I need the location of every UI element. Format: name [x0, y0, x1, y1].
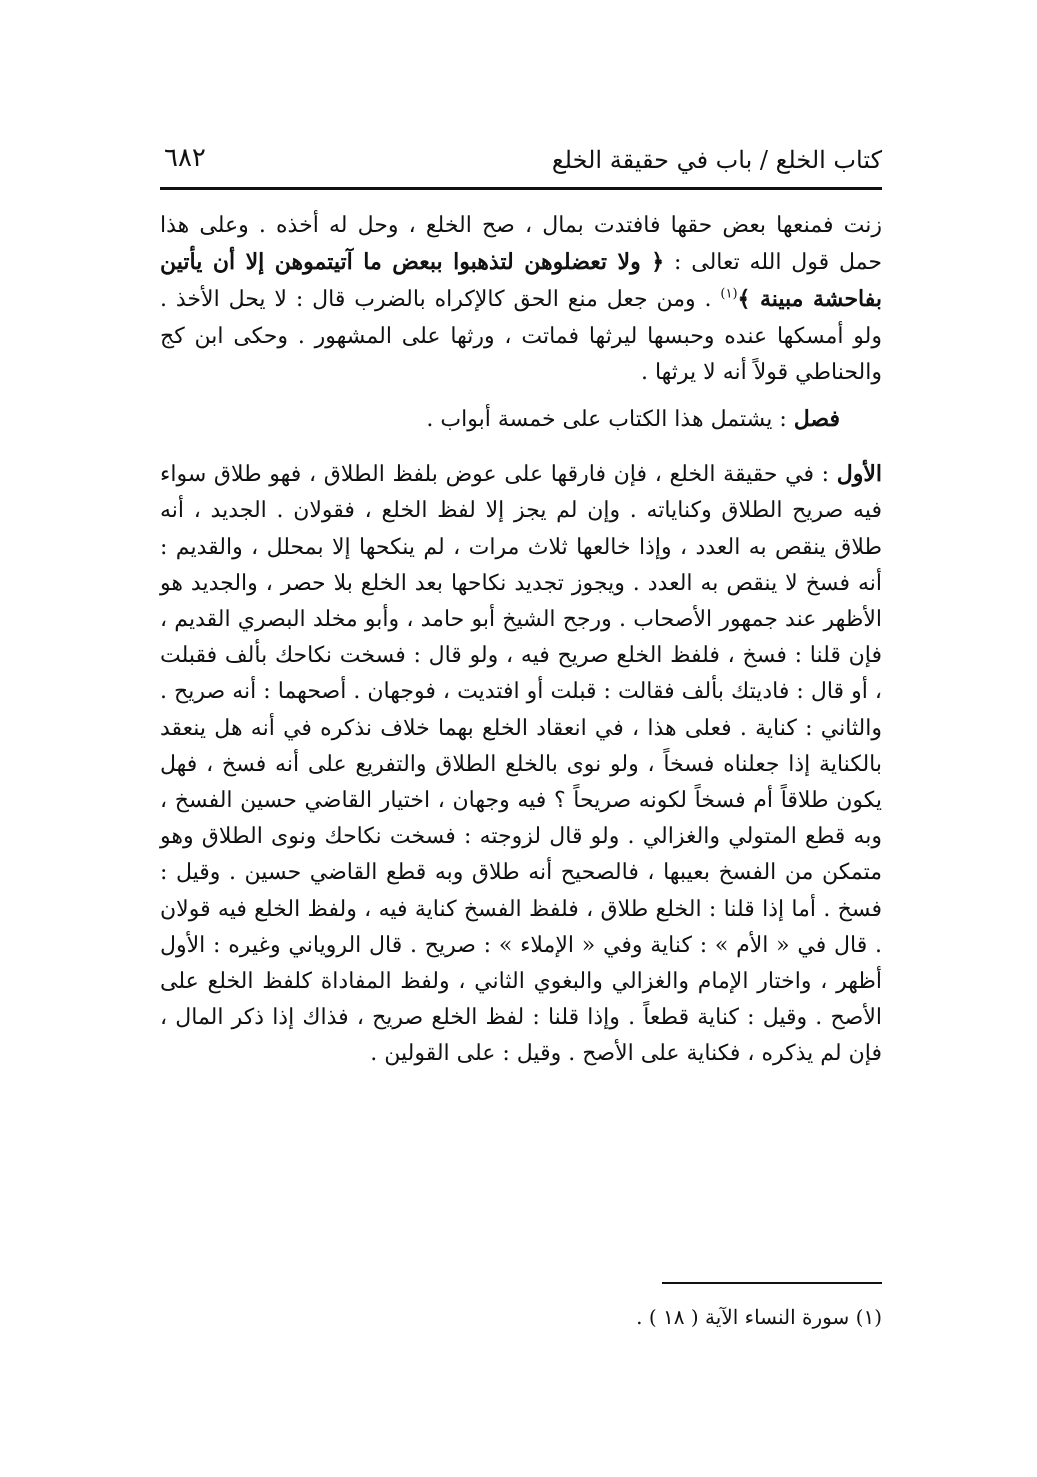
paragraph-3: [160, 456, 882, 1072]
header-rule: [160, 187, 882, 190]
paragraph-1: [160, 208, 882, 391]
footnote: (١) سورة النساء الآية ( ١٨ ) .: [636, 1305, 882, 1329]
paragraph-1-text-b: . ومن جعل منع الحق كالإكراه بالضرب قال : لا يحل الأخذ . ولو أمسكها عنده وحبسها ليرثها فماتت ، ورثها على المشهور . وحكى ابن كج والحناطي قولاً أنه لا يرثها .: [160, 287, 882, 385]
section-heading-lead: فصل: [793, 406, 840, 433]
page-number: ٦٨٢: [164, 143, 206, 173]
section-heading: [160, 401, 882, 438]
paragraph-1-text-a: زنت فمنعها بعض حقها فافتدت بمال ، صح الخلع ، وحل له أخذه . وعلى هذا حمل قول الله تعالى :: [160, 213, 882, 276]
main-text: [160, 208, 882, 1073]
running-header: [160, 141, 882, 189]
footnote-reference: (١): [720, 287, 738, 303]
paragraph-3-text: : في حقيقة الخلع ، فإن فارقها على عوض بلفظ الطلاق ، فهو طلاق سواء فيه صريح الطلاق وكناياته . وإن لم يجز إلا لفظ الخلع ، فقولان . الجديد ، أنه طلاق ينقص به العدد ، وإذا خالعها ثلاث مرات ، لم ينكحها إلا بمحلل ، والقديم : أنه فسخ لا ينقص به العدد . ويجوز تجديد نكاحها بعد الخلع بلا حصر ، والجديد هو الأظهر عند جمهور الأصحاب . ورجح الشيخ أبو حامد ، وأبو مخلد البصري القديم ، فإن قلنا : فسخ ، فلفظ الخلع صريح فيه ، ولو قال : فسخت نكاحك بألف فقبلت ، أو قال : فاديتك بألف فقالت : قبلت أو افتديت ، فوجهان . أصحهما : أنه صريح . والثاني : كناية . فعلى هذا ، في انعقاد الخلع بهما خلاف نذكره في أنه هل ينعقد بالكناية إذا جعلناه فسخاً ، ولو نوى بالخلع الطلاق والتفريع على أنه فسخ ، فهل يكون طلاقاً أم فسخاً لكونه صريحاً ؟ فيه وجهان ، اختيار القاضي حسين الفسخ ، وبه قطع المتولي والغزالي . ولو قال لزوجته : فسخت نكاحك ونوى الطلاق وهو متمكن من الفسخ بعيبها ، فالصحيح أنه طلاق وبه قطع القاضي حسين . وقيل : فسخ . أما إذا قلنا : الخلع طلاق ، فلفظ الفسخ كناية فيه ، ولفظ الخلع فيه قولان . قال في « الأم » : كناية وفي « الإملاء » : صريح . قال الروياني وغيره : الأول أظهر ، واختار الإمام والغزالي والبغوي الثاني ، ولفظ المفاداة كلفظ الخلع على الأصح . وقيل : كناية قطعاً . وإذا قلنا : لفظ الخلع صريح ، فذاك إذا ذكر المال ، فإن لم يذكره ، فكناية على الأصح . وقيل : على القولين .: [160, 462, 882, 1067]
header-title: كتاب الخلع / باب في حقيقة الخلع: [551, 146, 882, 174]
footnote-rule: [662, 1282, 882, 1284]
paragraph-3-lead: الأول: [836, 461, 882, 488]
section-heading-text: : يشتمل هذا الكتاب على خمسة أبواب .: [426, 407, 794, 433]
quran-verse: ﴿ ولا تعضلوهن لتذهبوا ببعض ما آتيتموهن إلا أن يأتين بفاحشة مبينة ﴾: [160, 249, 882, 313]
